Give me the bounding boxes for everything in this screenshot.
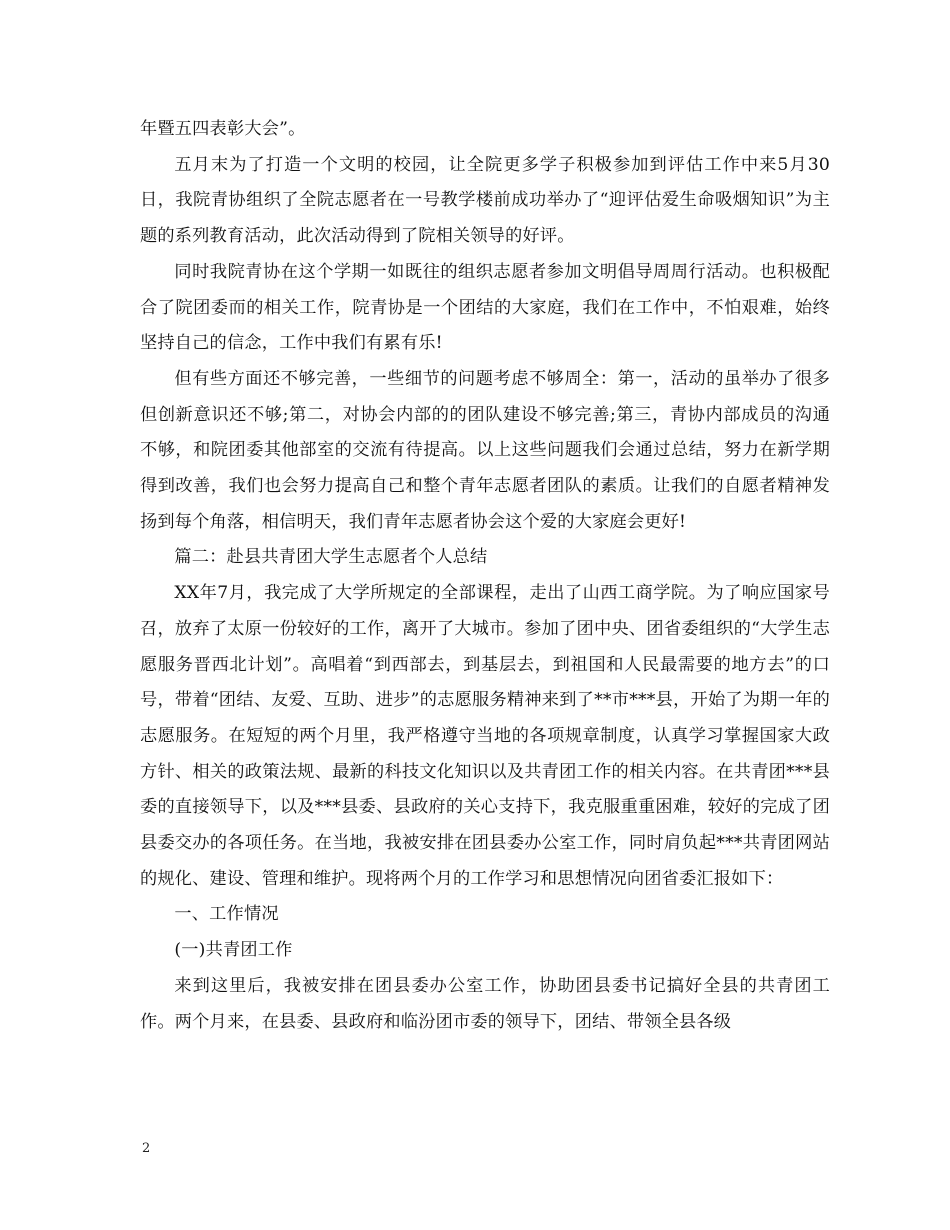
paragraph: 五月末为了打造一个文明的校园，让全院更多学子积极参加到评估工作中来5月30日，我院青协组织了全院志愿者在一号教学楼前成功举办了“迎评估爱生命吸烟知识”为主题的系列教育活动，此次活动得到了院相关领导的好评。: [140, 154, 830, 247]
paragraph: XX年7月，我完成了大学所规定的全部课程，走出了山西工商学院。为了响应国家号召，放弃了太原一份较好的工作，离开了大城市。参加了团中央、团省委组织的“大学生志愿服务晋西北计划”。高唱着“到西部去，到基层去，到祖国和人民最需要的地方去”的口号，带着“团结、友爱、互助、进步”的志愿服务精神来到了**市***县，开始了为期一年的志愿服务。在短短的两个月里，我严格遵守当地的各项规章制度，认真学习掌握国家大政方针、相关的政策法规、最新的科技文化知识以及共青团工作的相关内容。在共青团***县委的直接领导下，以及***县委、县政府的关心支持下，我克服重重困难，较好的完成了团县委交办的各项任务。在当地，我被安排在团县委办公室工作，同时肩负起***共青团网站的规化、建设、管理和维护。现将两个月的工作学习和思想情况向团省委汇报如下：: [140, 583, 830, 889]
paragraph: 来到这里后，我被安排在团县委办公室工作，协助团县委书记搞好全县的共青团工作。两个月来，在县委、县政府和临汾团市委的领导下，团结、带领全县各级: [140, 975, 830, 1032]
document-body: [140, 112, 830, 1040]
paragraph: 但有些方面还不够完善，一些细节的问题考虑不够周全：第一，活动的虽举办了很多但创新意识还不够;第二，对协会内部的的团队建设不够完善;第三，青协内部成员的沟通不够，和院团委其他部室的交流有待提高。以上这些问题我们会通过总结，努力在新学期得到改善，我们也会努力提高自己和整个青年志愿者团队的素质。让我们的自愿者精神发扬到每个角落，相信明天，我们青年志愿者协会这个爱的大家庭会更好!: [140, 368, 830, 532]
subheading: 一、工作情况: [174, 904, 279, 925]
page-number: 2: [142, 1141, 151, 1156]
subheading: (一)共青团工作: [174, 940, 293, 961]
section-heading: 篇二：赴县共青团大学生志愿者个人总结: [174, 547, 488, 568]
paragraph-continuation: 年暨五四表彰大会”。: [140, 119, 306, 139]
paragraph: 同时我院青协在这个学期一如既往的组织志愿者参加文明倡导周周行活动。也积极配合了院团委而的相关工作，院青协是一个团结的大家庭，我们在工作中，不怕艰难，始终坚持自己的信念，工作中我们有累有乐!: [140, 261, 830, 354]
